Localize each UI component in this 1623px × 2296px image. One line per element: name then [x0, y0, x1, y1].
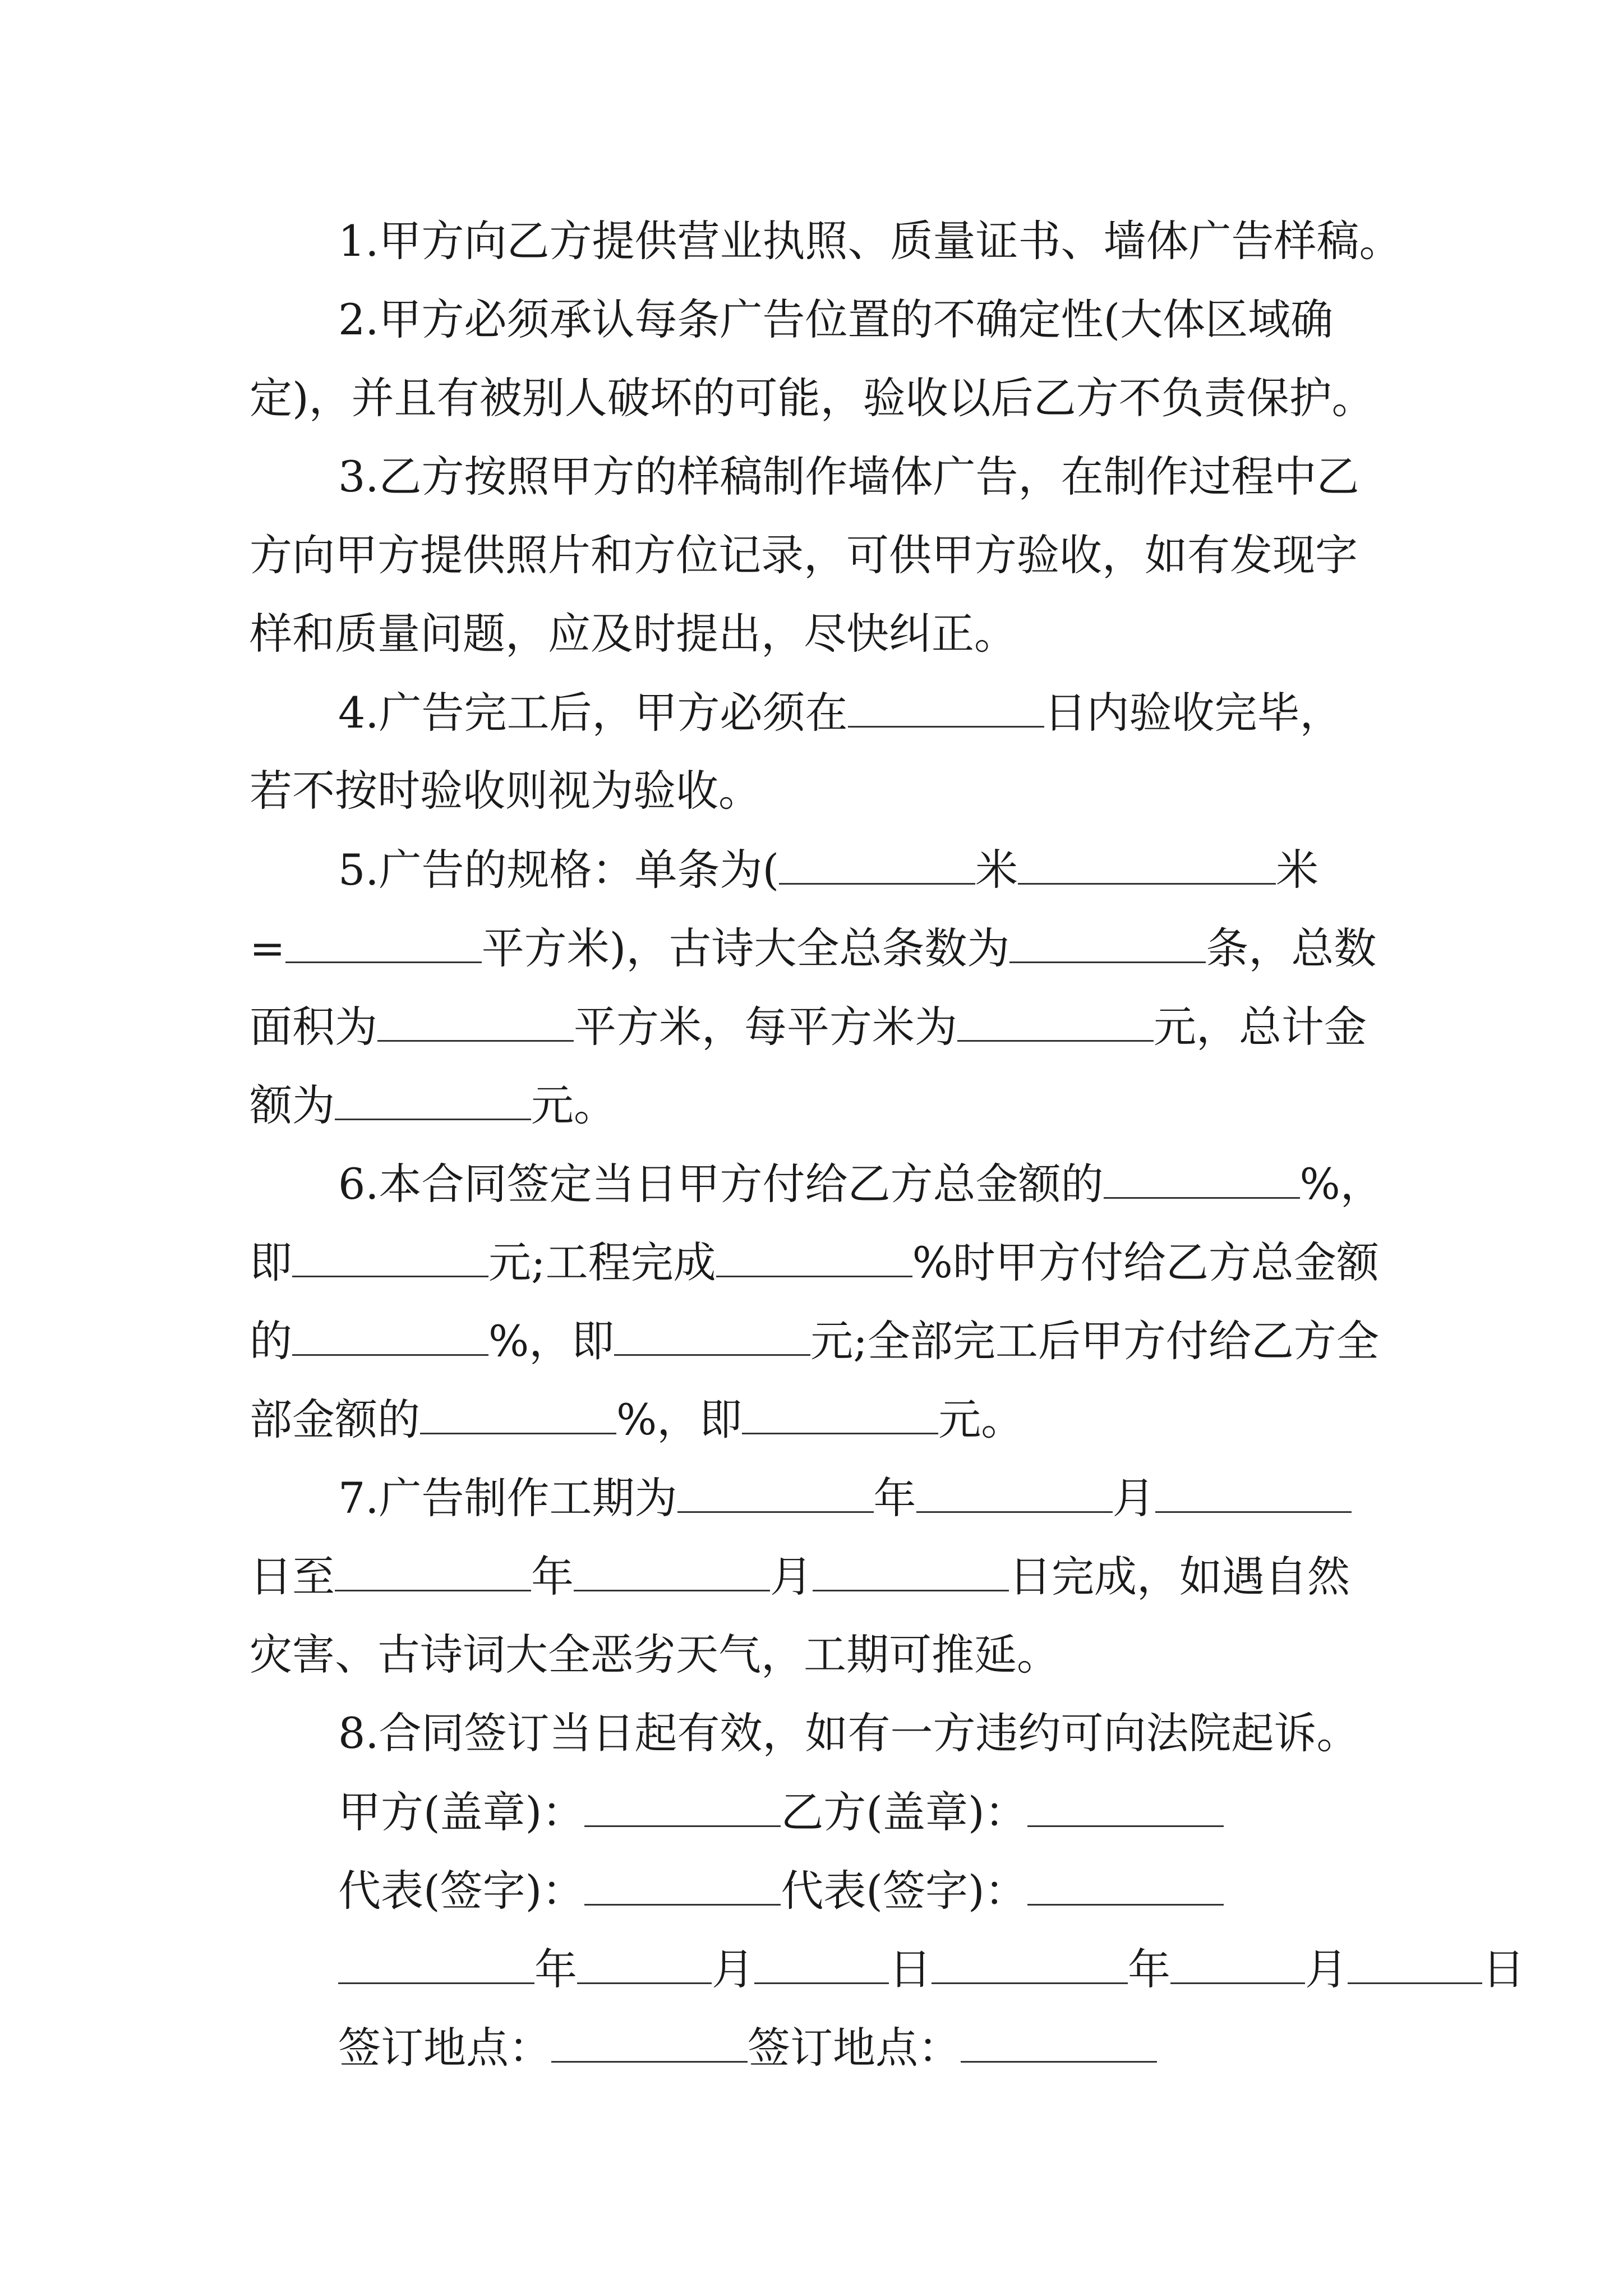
- rep-b-label: 代表(签字)：: [781, 1866, 1027, 1916]
- signature-rep-row: [338, 1862, 1224, 1924]
- clause-5-text-j: 额为: [250, 1080, 335, 1130]
- clause-6-line-4: [250, 1391, 1023, 1453]
- clause-3-line-2: 方向甲方提供照片和方位记录，可供甲方验收，如有发现字: [250, 530, 1358, 580]
- blank-progress-pay-percent[interactable]: [292, 1313, 488, 1356]
- clause-2-line-2: 定)，并且有被别人破坏的可能，验收以后乙方不负责保护。: [250, 373, 1375, 423]
- clause-7-text-f: 月: [770, 1552, 813, 1602]
- blank-deposit-percent[interactable]: [1104, 1156, 1300, 1199]
- date-b-year-blank[interactable]: [932, 1941, 1128, 1984]
- clause-3-line-3: 样和质量问题，应及时提出，尽快纠正。: [250, 609, 1017, 659]
- clause-8-line-1: 8.合同签订当日起有效，如有一方违约可向法院起诉。: [338, 1708, 1359, 1758]
- blank-total-area[interactable]: [377, 999, 574, 1042]
- clause-5-text-b: 米: [975, 845, 1018, 895]
- signature-place-row: [338, 2019, 1157, 2081]
- clause-4-line-1: [338, 684, 1343, 746]
- blank-end-year[interactable]: [335, 1548, 531, 1591]
- party-a-seal-blank[interactable]: [584, 1784, 781, 1827]
- clause-5-text-g: 面积为: [250, 1002, 377, 1052]
- clause-7-line-2: [250, 1548, 1350, 1610]
- date-a-day-blank[interactable]: [754, 1941, 889, 1984]
- clause-4-text-a: 4.广告完工后，甲方必须在: [338, 688, 848, 738]
- place-a-blank[interactable]: [551, 2019, 748, 2063]
- blank-progress-pay-amount[interactable]: [614, 1313, 810, 1356]
- blank-acceptance-days[interactable]: [848, 684, 1044, 728]
- clause-5-line-4: [250, 1077, 616, 1139]
- blank-spec-length[interactable]: [779, 841, 975, 885]
- clause-6-text-g: %，即: [488, 1316, 615, 1366]
- blank-start-day[interactable]: [1155, 1470, 1352, 1513]
- rep-b-blank[interactable]: [1027, 1862, 1224, 1906]
- blank-start-month[interactable]: [916, 1470, 1113, 1513]
- clause-7-text-g: 日完成，如遇自然: [1009, 1552, 1350, 1602]
- clause-7-text-b: 年: [873, 1473, 916, 1523]
- blank-end-month[interactable]: [574, 1548, 770, 1591]
- blank-end-day[interactable]: [813, 1548, 1009, 1591]
- blank-total-count[interactable]: [1009, 920, 1206, 963]
- clause-7-text-e: 年: [531, 1552, 574, 1602]
- clause-5-text-k: 元。: [531, 1080, 616, 1130]
- date-a-year-blank[interactable]: [338, 1941, 534, 1984]
- date-b-month-label: 月: [1305, 1944, 1348, 1994]
- party-b-seal-label: 乙方(盖章)：: [781, 1787, 1027, 1837]
- date-a-day-label: 日: [889, 1944, 932, 1994]
- clause-6-text-a: 6.本合同签定当日甲方付给乙方总金额的: [338, 1159, 1104, 1209]
- clause-4-text-b: 日内验收完毕，: [1044, 688, 1343, 738]
- clause-6-line-3: [250, 1313, 1379, 1374]
- clause-6-text-h: 元;全部完工后甲方付给乙方全: [810, 1316, 1379, 1366]
- party-b-seal-blank[interactable]: [1027, 1784, 1224, 1827]
- date-b-day-label: 日: [1482, 1944, 1525, 1994]
- clause-5-text-e: 平方米)，古诗大全总条数为: [481, 923, 1010, 973]
- clause-6-text-k: 元。: [938, 1395, 1024, 1444]
- clause-2-line-1: 2.甲方必须承认每条广告位置的不确定性(大体区域确: [338, 295, 1334, 344]
- blank-total-amount[interactable]: [335, 1077, 531, 1120]
- place-b-blank[interactable]: [961, 2019, 1157, 2063]
- date-b-year-label: 年: [1128, 1944, 1170, 1994]
- signature-date-row: [338, 1941, 1525, 2003]
- clause-6-text-j: %，即: [616, 1395, 743, 1444]
- blank-progress-percent[interactable]: [716, 1234, 912, 1277]
- clause-5-text-c: 米: [1276, 845, 1319, 895]
- date-b-day-blank[interactable]: [1348, 1941, 1482, 1984]
- date-a-year-label: 年: [534, 1944, 577, 1994]
- signature-seal-row: [338, 1784, 1224, 1846]
- blank-spec-height[interactable]: [1018, 841, 1276, 885]
- place-a-label: 签订地点：: [338, 2023, 551, 2073]
- clause-6-text-e: %时甲方付给乙方总金额: [912, 1237, 1379, 1287]
- date-b-month-blank[interactable]: [1170, 1941, 1305, 1984]
- blank-start-year[interactable]: [677, 1470, 874, 1513]
- blank-final-percent[interactable]: [420, 1391, 616, 1434]
- clause-6-line-1: [338, 1156, 1383, 1217]
- clause-1-line-1: 1.甲方向乙方提供营业执照、质量证书、墙体广告样稿。: [338, 216, 1402, 266]
- clause-7-line-1: [338, 1470, 1352, 1531]
- clause-6-text-b: %，: [1299, 1159, 1383, 1209]
- blank-deposit-amount[interactable]: [292, 1234, 488, 1277]
- rep-a-blank[interactable]: [584, 1862, 781, 1906]
- clause-5-line-2: [250, 920, 1376, 982]
- clause-7-text-d: 日至: [250, 1552, 335, 1602]
- clause-5-line-1: [338, 841, 1318, 903]
- rep-a-label: 代表(签字)：: [338, 1866, 585, 1916]
- clause-7-text-c: 月: [1112, 1473, 1155, 1523]
- clause-5-text-h: 平方米，每平方米为: [574, 1002, 957, 1052]
- clause-6-line-2: [250, 1234, 1379, 1296]
- blank-spec-area[interactable]: [285, 920, 482, 963]
- clause-5-line-3: [250, 999, 1367, 1060]
- clause-3-line-1: 3.乙方按照甲方的样稿制作墙体广告，在制作过程中乙: [338, 452, 1359, 501]
- date-a-month-label: 月: [712, 1944, 754, 1994]
- clause-5-text-f: 条，总数: [1206, 923, 1377, 973]
- blank-price-per-sqm[interactable]: [957, 999, 1154, 1042]
- place-b-label: 签订地点：: [748, 2023, 961, 2073]
- blank-final-amount[interactable]: [742, 1391, 938, 1434]
- date-a-month-blank[interactable]: [577, 1941, 712, 1984]
- clause-6-text-i: 部金额的: [250, 1395, 420, 1444]
- clause-5-text-i: 元，总计金: [1154, 1002, 1367, 1052]
- clause-6-text-f: 的: [250, 1316, 292, 1366]
- clause-6-text-c: 即: [250, 1237, 292, 1287]
- clause-5-text-a: 5.广告的规格：单条为(: [338, 845, 780, 895]
- clause-7-text-a: 7.广告制作工期为: [338, 1473, 677, 1523]
- clause-6-text-d: 元;工程完成: [488, 1237, 716, 1287]
- clause-7-line-3: 灾害、古诗词大全恶劣天气，工期可推延。: [250, 1630, 1059, 1680]
- party-a-seal-label: 甲方(盖章)：: [338, 1787, 585, 1837]
- clause-5-text-d: =: [250, 923, 285, 973]
- clause-4-line-2: 若不按时验收则视为验收。: [250, 766, 761, 816]
